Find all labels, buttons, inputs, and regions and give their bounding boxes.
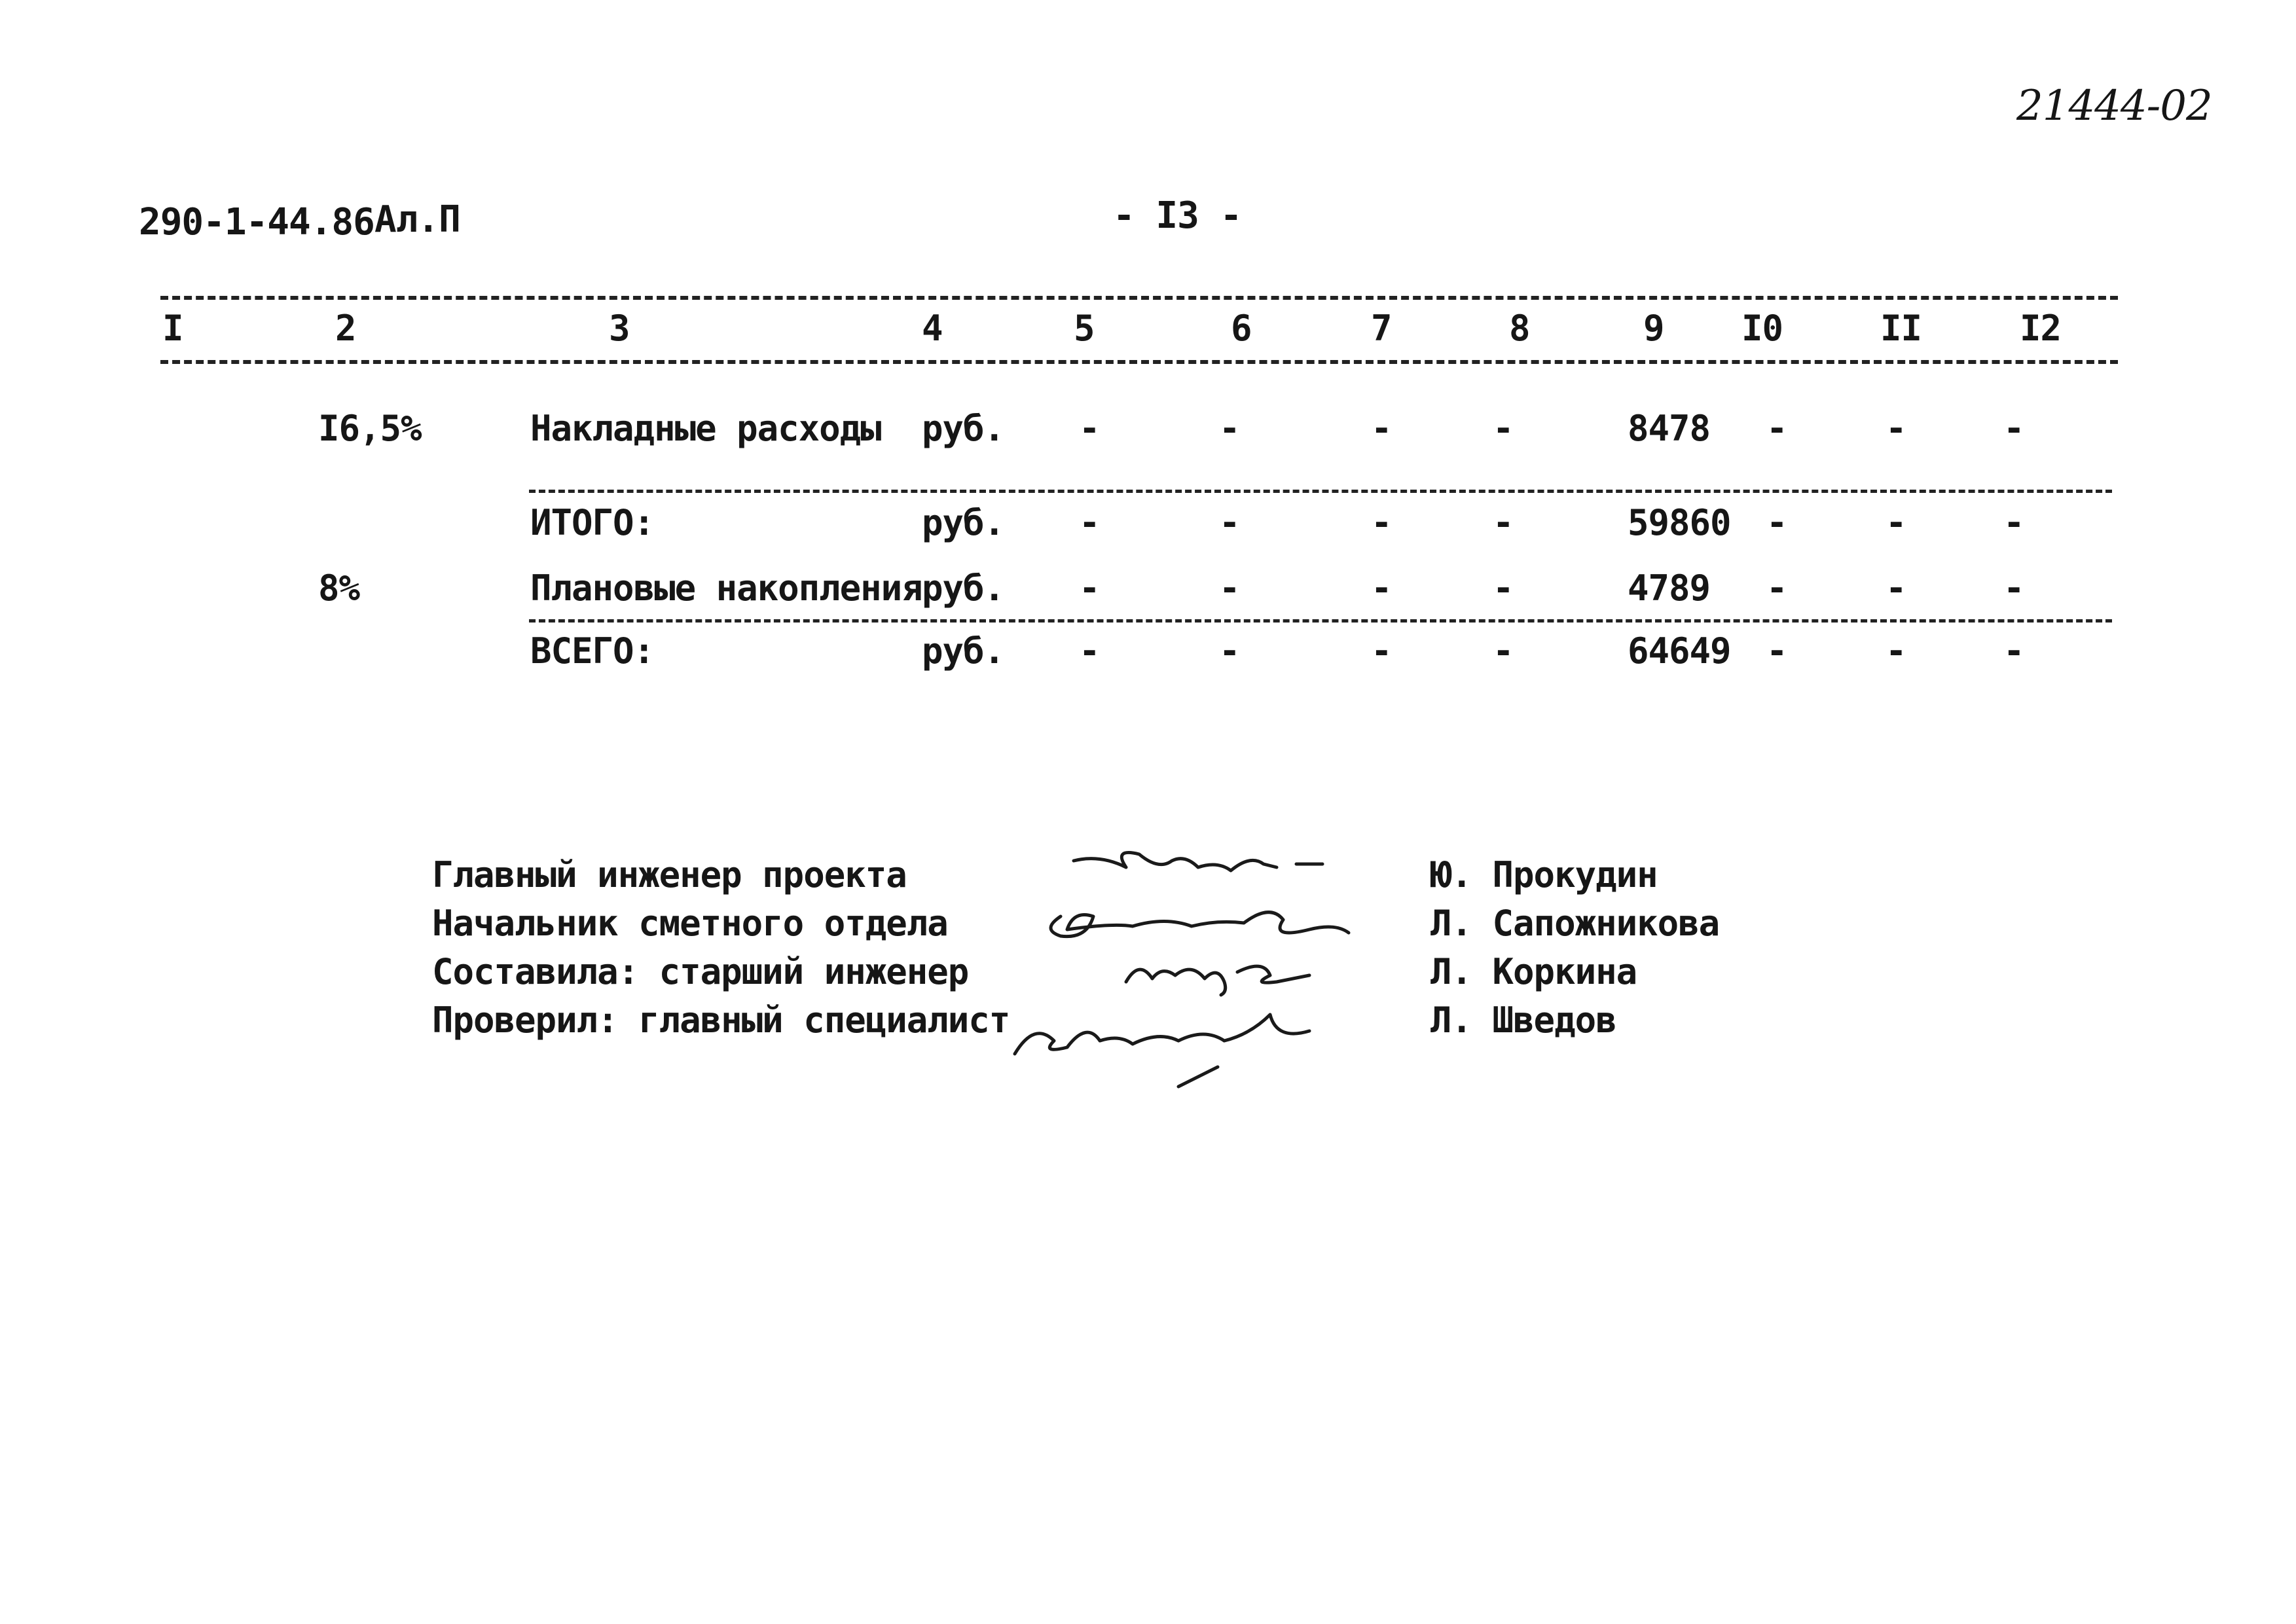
row-unit: руб. [922,630,1005,672]
signatory-role: Составила: старший инженер [432,951,969,992]
cell-col8: - [1493,568,1514,609]
row-label: ВСЕГО: [530,630,655,672]
row-label: Накладные расходы [530,408,881,449]
archive-number: 21444-02 [2016,82,2212,130]
signatory-name: Л. Шведов [1430,1000,1616,1041]
row-label: ИТОГО: [530,502,655,543]
cell-col10: - [1766,502,1787,543]
cell-col5: - [1079,568,1100,609]
cell-col11: - [1886,568,1906,609]
cell-col10: - [1766,568,1787,609]
cell-col12: - [2003,630,2024,672]
cell-col7: - [1371,408,1392,449]
column-header: 4 [922,308,943,349]
cell-col6: - [1219,408,1240,449]
column-header: 6 [1231,308,1252,349]
column-header: II [1880,308,1922,349]
signatory-name: Ю. Прокудин [1430,854,1658,895]
column-header: 2 [335,308,356,349]
cell-col8: - [1493,502,1514,543]
column-header: 9 [1643,308,1664,349]
page-number: - I3 - [1113,194,1242,237]
cell-col10: - [1766,630,1787,672]
row-percent: 8% [318,568,360,609]
cell-col10: - [1766,408,1787,449]
column-header: I2 [2020,308,2062,349]
cell-col5: - [1079,630,1100,672]
column-header: 8 [1509,308,1530,349]
subtotal-rule [529,490,2112,493]
signature-image [1002,995,1329,1093]
document-code: 290-1-44.86 [139,201,374,244]
cell-col5: - [1079,502,1100,543]
cell-col11: - [1886,630,1906,672]
header-bottom-rule [160,360,2118,364]
cell-col12: - [2003,408,2024,449]
cell-col9: 59860 [1628,502,1731,543]
cell-col12: - [2003,568,2024,609]
column-header: 3 [609,308,630,349]
cell-col9: 64649 [1628,630,1731,672]
cell-col6: - [1219,630,1240,672]
row-label: Плановые накопления [530,568,922,609]
column-header: 7 [1371,308,1392,349]
signatory-role: Главный инженер проекта [432,854,907,895]
cell-col7: - [1371,630,1392,672]
column-header: 5 [1074,308,1095,349]
total-rule [529,619,2112,623]
signatory-name: Л. Коркина [1430,951,1637,992]
row-unit: руб. [922,408,1005,449]
signature-image [1061,841,1329,893]
cell-col6: - [1219,502,1240,543]
signature-image [1113,946,1336,998]
signatory-name: Л. Сапожникова [1430,903,1720,944]
document-sheet: Ал.П [374,198,460,241]
row-percent: I6,5% [318,408,422,449]
cell-col9: 8478 [1628,408,1711,449]
cell-col9: 4789 [1628,568,1711,609]
cell-col5: - [1079,408,1100,449]
cell-col7: - [1371,568,1392,609]
cell-col6: - [1219,568,1240,609]
cell-col8: - [1493,408,1514,449]
cell-col11: - [1886,408,1906,449]
signatory-role: Проверил: главный специалист [432,1000,1010,1041]
signatory-role: Начальник сметного отдела [432,903,948,944]
cell-col8: - [1493,630,1514,672]
cell-col7: - [1371,502,1392,543]
cell-col12: - [2003,502,2024,543]
column-header: I0 [1741,308,1783,349]
column-header: I [162,308,183,349]
table-top-rule [160,296,2118,300]
row-unit: руб. [922,502,1005,543]
cell-col11: - [1886,502,1906,543]
row-unit: руб. [922,568,1005,609]
